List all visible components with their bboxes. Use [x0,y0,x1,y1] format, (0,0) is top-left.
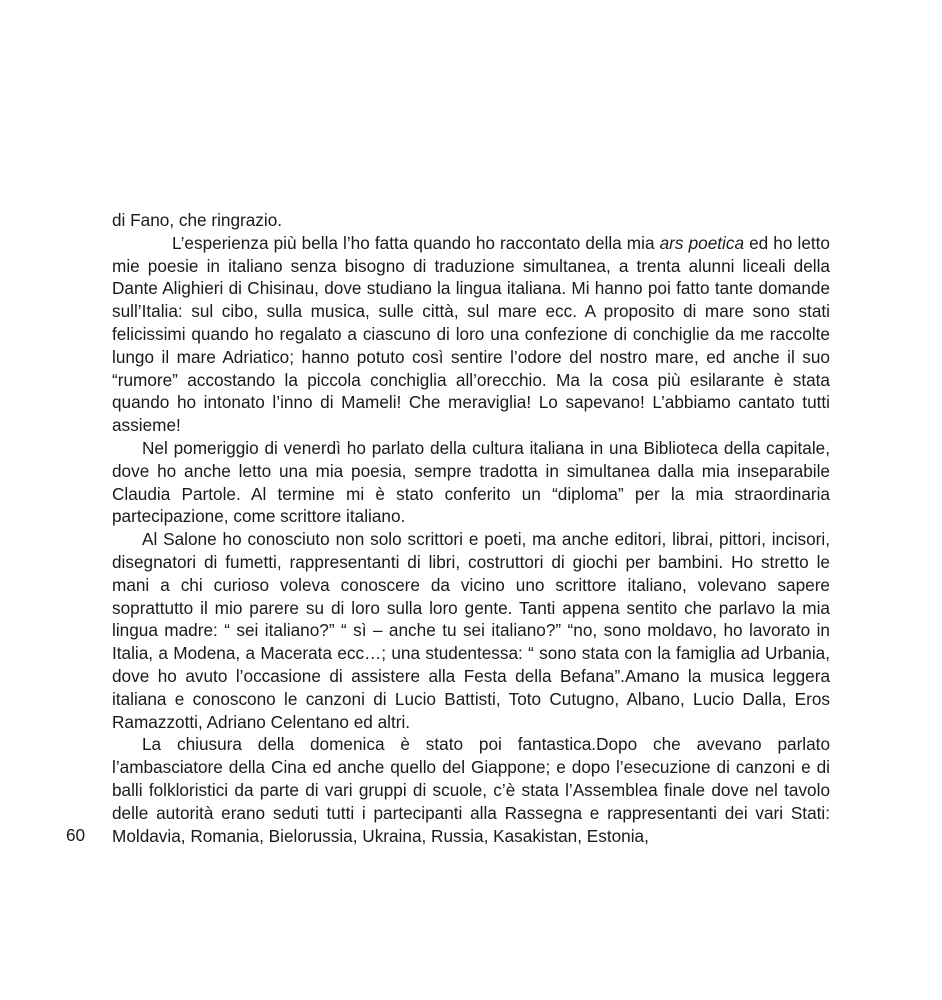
paragraph-salone: Al Salone ho conosciuto non solo scrittori e poeti, ma anche editori, librai, pittori, incisori, disegnatori di fumetti, rappresentanti di libri, costruttori di giochi per bambini. Ho stretto le mani a chi curioso voleva conoscere da vicino uno scrittore italiano, volevano sapere soprattutto il mio parere su di loro sulla loro gente. Tanti appena sentito che parlavo la mia lingua madre: “ sei italiano?” “ sì – anche tu sei italiano?” “no, sono moldavo, ho lavorato in Italia, a Modena, a Macerata ecc…; una studentessa: “ sono stata con la famiglia ad Urbania, dove ho avuto l’occasione di assistere alla Festa della Befana”.Amano la musica leggera italiana e conoscono le canzoni di Lucio Battisti, Toto Cutugno, Albano, Lucio Dalla, Eros Ramazzotti, Adriano Celentano ed altri. [112,529,830,732]
paragraph-text: L’esperienza più bella l’ho fatta quando ho raccontato della mia [172,232,660,253]
italic-phrase: ars poetica [659,232,744,253]
paragraph-biblioteca: Nel pomeriggio di venerdì ho parlato della cultura italiana in una Biblioteca della capitale, dove ho anche letto una mia poesia, sempre tradotta in simultanea dalla mia inseparabile Claudia Partole. Al termine mi è stato conferito un “diploma” per la mia straordinaria partecipazione, come scrittore italiano. [112,437,830,527]
body-text [112,209,830,847]
paragraph-chiusura: La chiusura della domenica è stato poi fantastica.Dopo che avevano parlato l’ambasciatore della Cina ed anche quello del Giappone; e dopo l’esecuzione di canzoni e di balli folkloristici da parte di vari gruppi di scuole, c’è stata l’Assemblea finale dove nel tavolo delle autorità erano seduti tutti i partecipanti alla Rassegna e rappresentanti dei vari Stati: Moldavia, Romania, Bielorussia, Ukraina, Russia, Kasakistan, Estonia, [112,734,830,846]
paragraph-text: ed ho letto mie poesie in italiano senza bisogno di traduzione simultanea, a trenta alunni liceali della Dante Alighieri di Chisinau, dove studiano la lingua italiana. Mi hanno poi fatto tante domande sull’Italia: sul cibo, sulla musica, sulle città, sul mare ecc. A proposito di mare sono stati felicissimi quando ho regalato a ciascuno di loro una confezione di conchiglie da me raccolte lungo il mare Adriatico; hanno potuto così sentire l’odore del nostro mare, ed anche il suo “rumore” accostando la piccola conchiglia all’orecchio. Ma la cosa più esilarante è stata quando ho intonato l’inno di Mameli! Che meraviglia! Lo sapevano! L’abbiamo cantato tutti assieme! [112,232,830,436]
paragraph-continuation: di Fano, che ringrazio. [112,210,283,230]
paragraph-ars-poetica [112,232,830,437]
page-number: 60 [66,825,86,845]
